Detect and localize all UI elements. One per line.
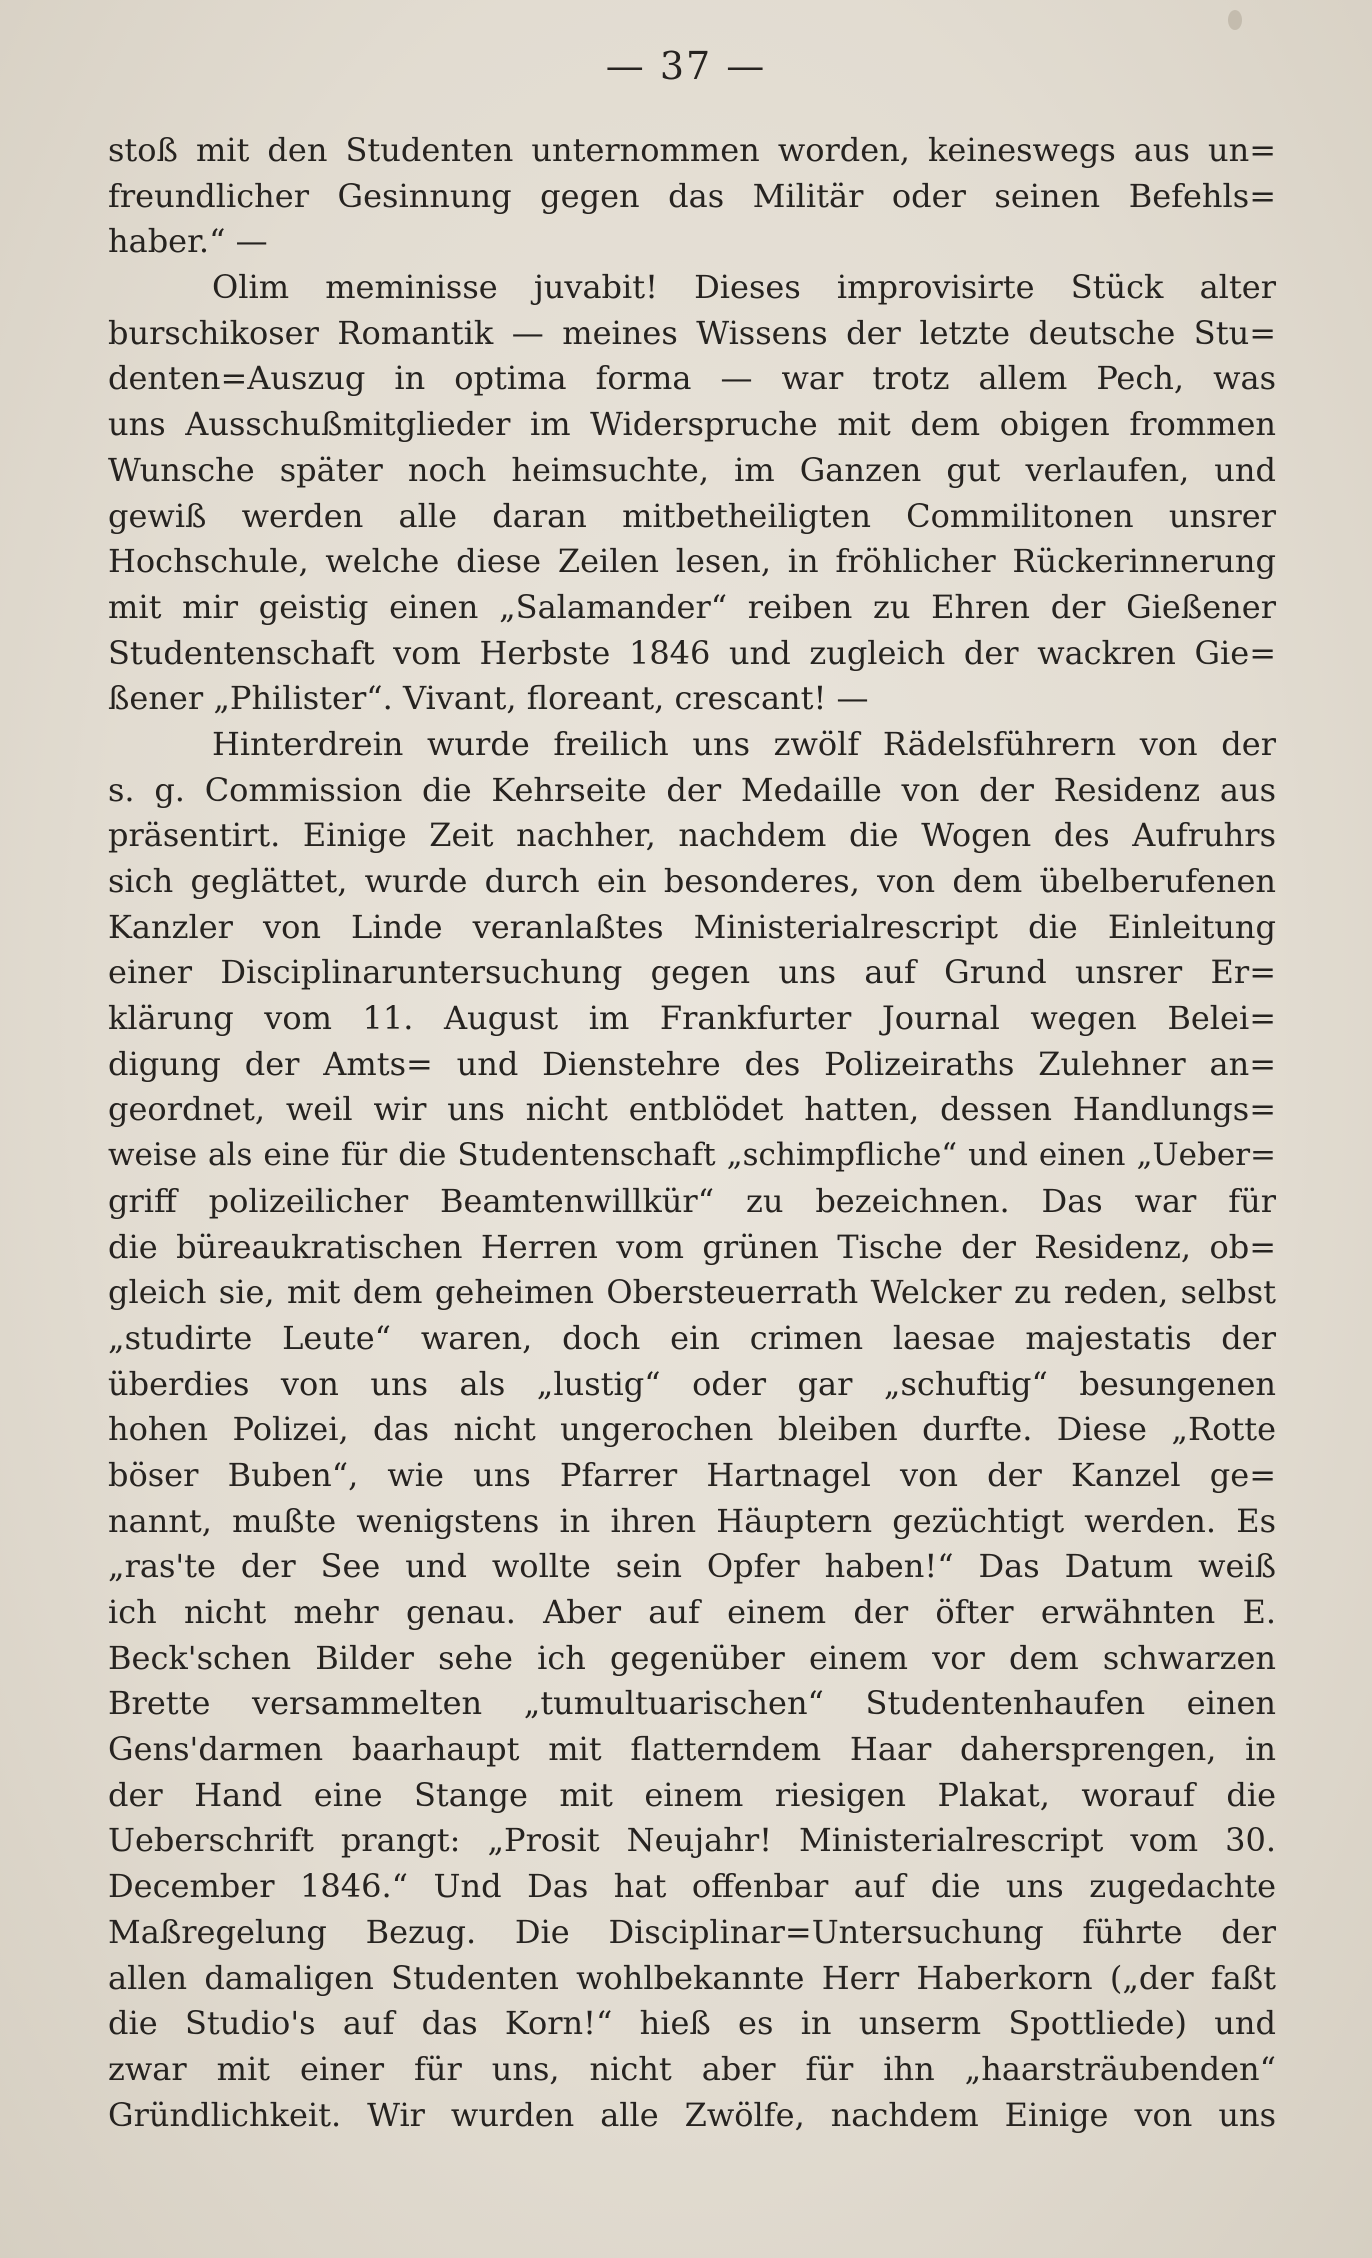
text-line: klärung vom 11. August im Frankfurter Journal wegen Belei= <box>108 999 1276 1038</box>
text-line: haber.“ — <box>108 222 268 261</box>
text-line: Wunsche später noch heimsuchte, im Ganzen gut verlaufen, und <box>108 450 1276 489</box>
text-line: s. g. Commission die Kehrseite der Medaille von der Residenz aus <box>108 770 1276 809</box>
paper-spot <box>1228 10 1242 30</box>
text-line: Gens'darmen baarhaupt mit flatterndem Haar dahersprengen, in <box>108 1730 1276 1769</box>
text-line: Olim meminisse juvabit! Dieses improvisirte Stück alter <box>212 268 1276 307</box>
text-line: denten=Auszug in optima forma — war trotz allem Pech, was <box>108 359 1276 398</box>
text-line: böser Buben“, wie uns Pfarrer Hartnagel von der Kanzel ge= <box>108 1455 1276 1494</box>
text-line: der Hand eine Stange mit einem riesigen Plakat, worauf die <box>108 1775 1276 1814</box>
text-line: December 1846.“ Und Das hat offenbar auf die uns zugedachte <box>108 1867 1276 1906</box>
text-line: „studirte Leute“ waren, doch ein crimen laesae majestatis der <box>108 1318 1276 1357</box>
text-line: stoß mit den Studenten unternommen worden, keineswegs aus un= <box>108 131 1276 169</box>
text-line: die büreaukratischen Herren vom grünen Tische der Residenz, ob= <box>108 1227 1276 1266</box>
text-line: Beck'schen Bilder sehe ich gegenüber einem vor dem schwarzen <box>108 1638 1276 1677</box>
text-line: Hochschule, welche diese Zeilen lesen, in fröhlicher Rückerinnerung <box>108 542 1276 581</box>
text-line: weise als eine für die Studentenschaft „schimpfliche“ und einen „Ueber= <box>108 1137 1276 1174</box>
text-line: Brette versammelten „tumultuarischen“ Studentenhaufen einen <box>108 1684 1276 1723</box>
text-line: freundlicher Gesinnung gegen das Militär oder seinen Befehls= <box>108 176 1276 215</box>
body-text <box>108 128 1276 2138</box>
text-line: „ras'te der See und wollte sein Opfer haben!“ Das Datum weiß <box>108 1547 1276 1586</box>
text-line: uns Ausschußmitglieder im Widerspruche mit dem obigen frommen <box>108 405 1276 444</box>
text-line: allen damaligen Studenten wohlbekannte Herr Haberkorn („der faßt <box>108 1958 1276 1997</box>
text-line: Kanzler von Linde veranlaßtes Ministerialrescript die Einleitung <box>108 907 1276 946</box>
text-line: Maßregelung Bezug. Die Disciplinar=Untersuchung führte der <box>108 1912 1276 1951</box>
text-line: ich nicht mehr genau. Aber auf einem der öfter erwähnten E. <box>108 1593 1276 1631</box>
text-line: Hinterdrein wurde freilich uns zwölf Rädelsführern von der <box>212 724 1276 763</box>
text-line: hohen Polizei, das nicht ungerochen bleiben durfte. Diese „Rotte <box>108 1410 1276 1449</box>
text-line: die Studio's auf das Korn!“ hieß es in unserm Spottliede) und <box>108 2004 1276 2043</box>
text-line: geordnet, weil wir uns nicht entblödet hatten, dessen Handlungs= <box>108 1090 1276 1129</box>
text-line: nannt, mußte wenigstens in ihren Häuptern gezüchtigt werden. Es <box>108 1501 1276 1540</box>
text-line: einer Disciplinaruntersuchung gegen uns auf Grund unsrer Er= <box>108 953 1276 992</box>
text-line: burschikoser Romantik — meines Wissens der letzte deutsche Stu= <box>108 313 1276 352</box>
text-line: ßener „Philister“. Vivant, floreant, crescant! — <box>108 679 869 718</box>
text-line: zwar mit einer für uns, nicht aber für ihn „haarsträubenden“ <box>108 2049 1276 2088</box>
text-line: gewiß werden alle daran mitbetheiligten Commilitonen unsrer <box>108 496 1276 535</box>
text-line: mit mir geistig einen „Salamander“ reiben zu Ehren der Gießener <box>108 587 1276 626</box>
text-line: Ueberschrift prangt: „Prosit Neujahr! Ministerialrescript vom 30. <box>108 1821 1276 1860</box>
text-line: Studentenschaft vom Herbste 1846 und zugleich der wackren Gie= <box>108 633 1276 672</box>
text-line: digung der Amts= und Dienstehre des Polizeiraths Zulehner an= <box>108 1044 1276 1083</box>
text-line: gleich sie, mit dem geheimen Obersteuerrath Welcker zu reden, selbst <box>108 1273 1276 1312</box>
text-line: überdies von uns als „lustig“ oder gar „schuftig“ besungenen <box>108 1364 1276 1403</box>
text-line: griff polizeilicher Beamtenwillkür“ zu bezeichnen. Das war für <box>108 1181 1276 1220</box>
page-number: — 37 — <box>605 44 767 88</box>
text-line: sich geglättet, wurde durch ein besonderes, von dem übelberufenen <box>108 862 1276 900</box>
text-line: Gründlichkeit. Wir wurden alle Zwölfe, nachdem Einige von uns <box>108 2095 1276 2134</box>
text-line: präsentirt. Einige Zeit nachher, nachdem die Wogen des Aufruhrs <box>108 816 1276 855</box>
